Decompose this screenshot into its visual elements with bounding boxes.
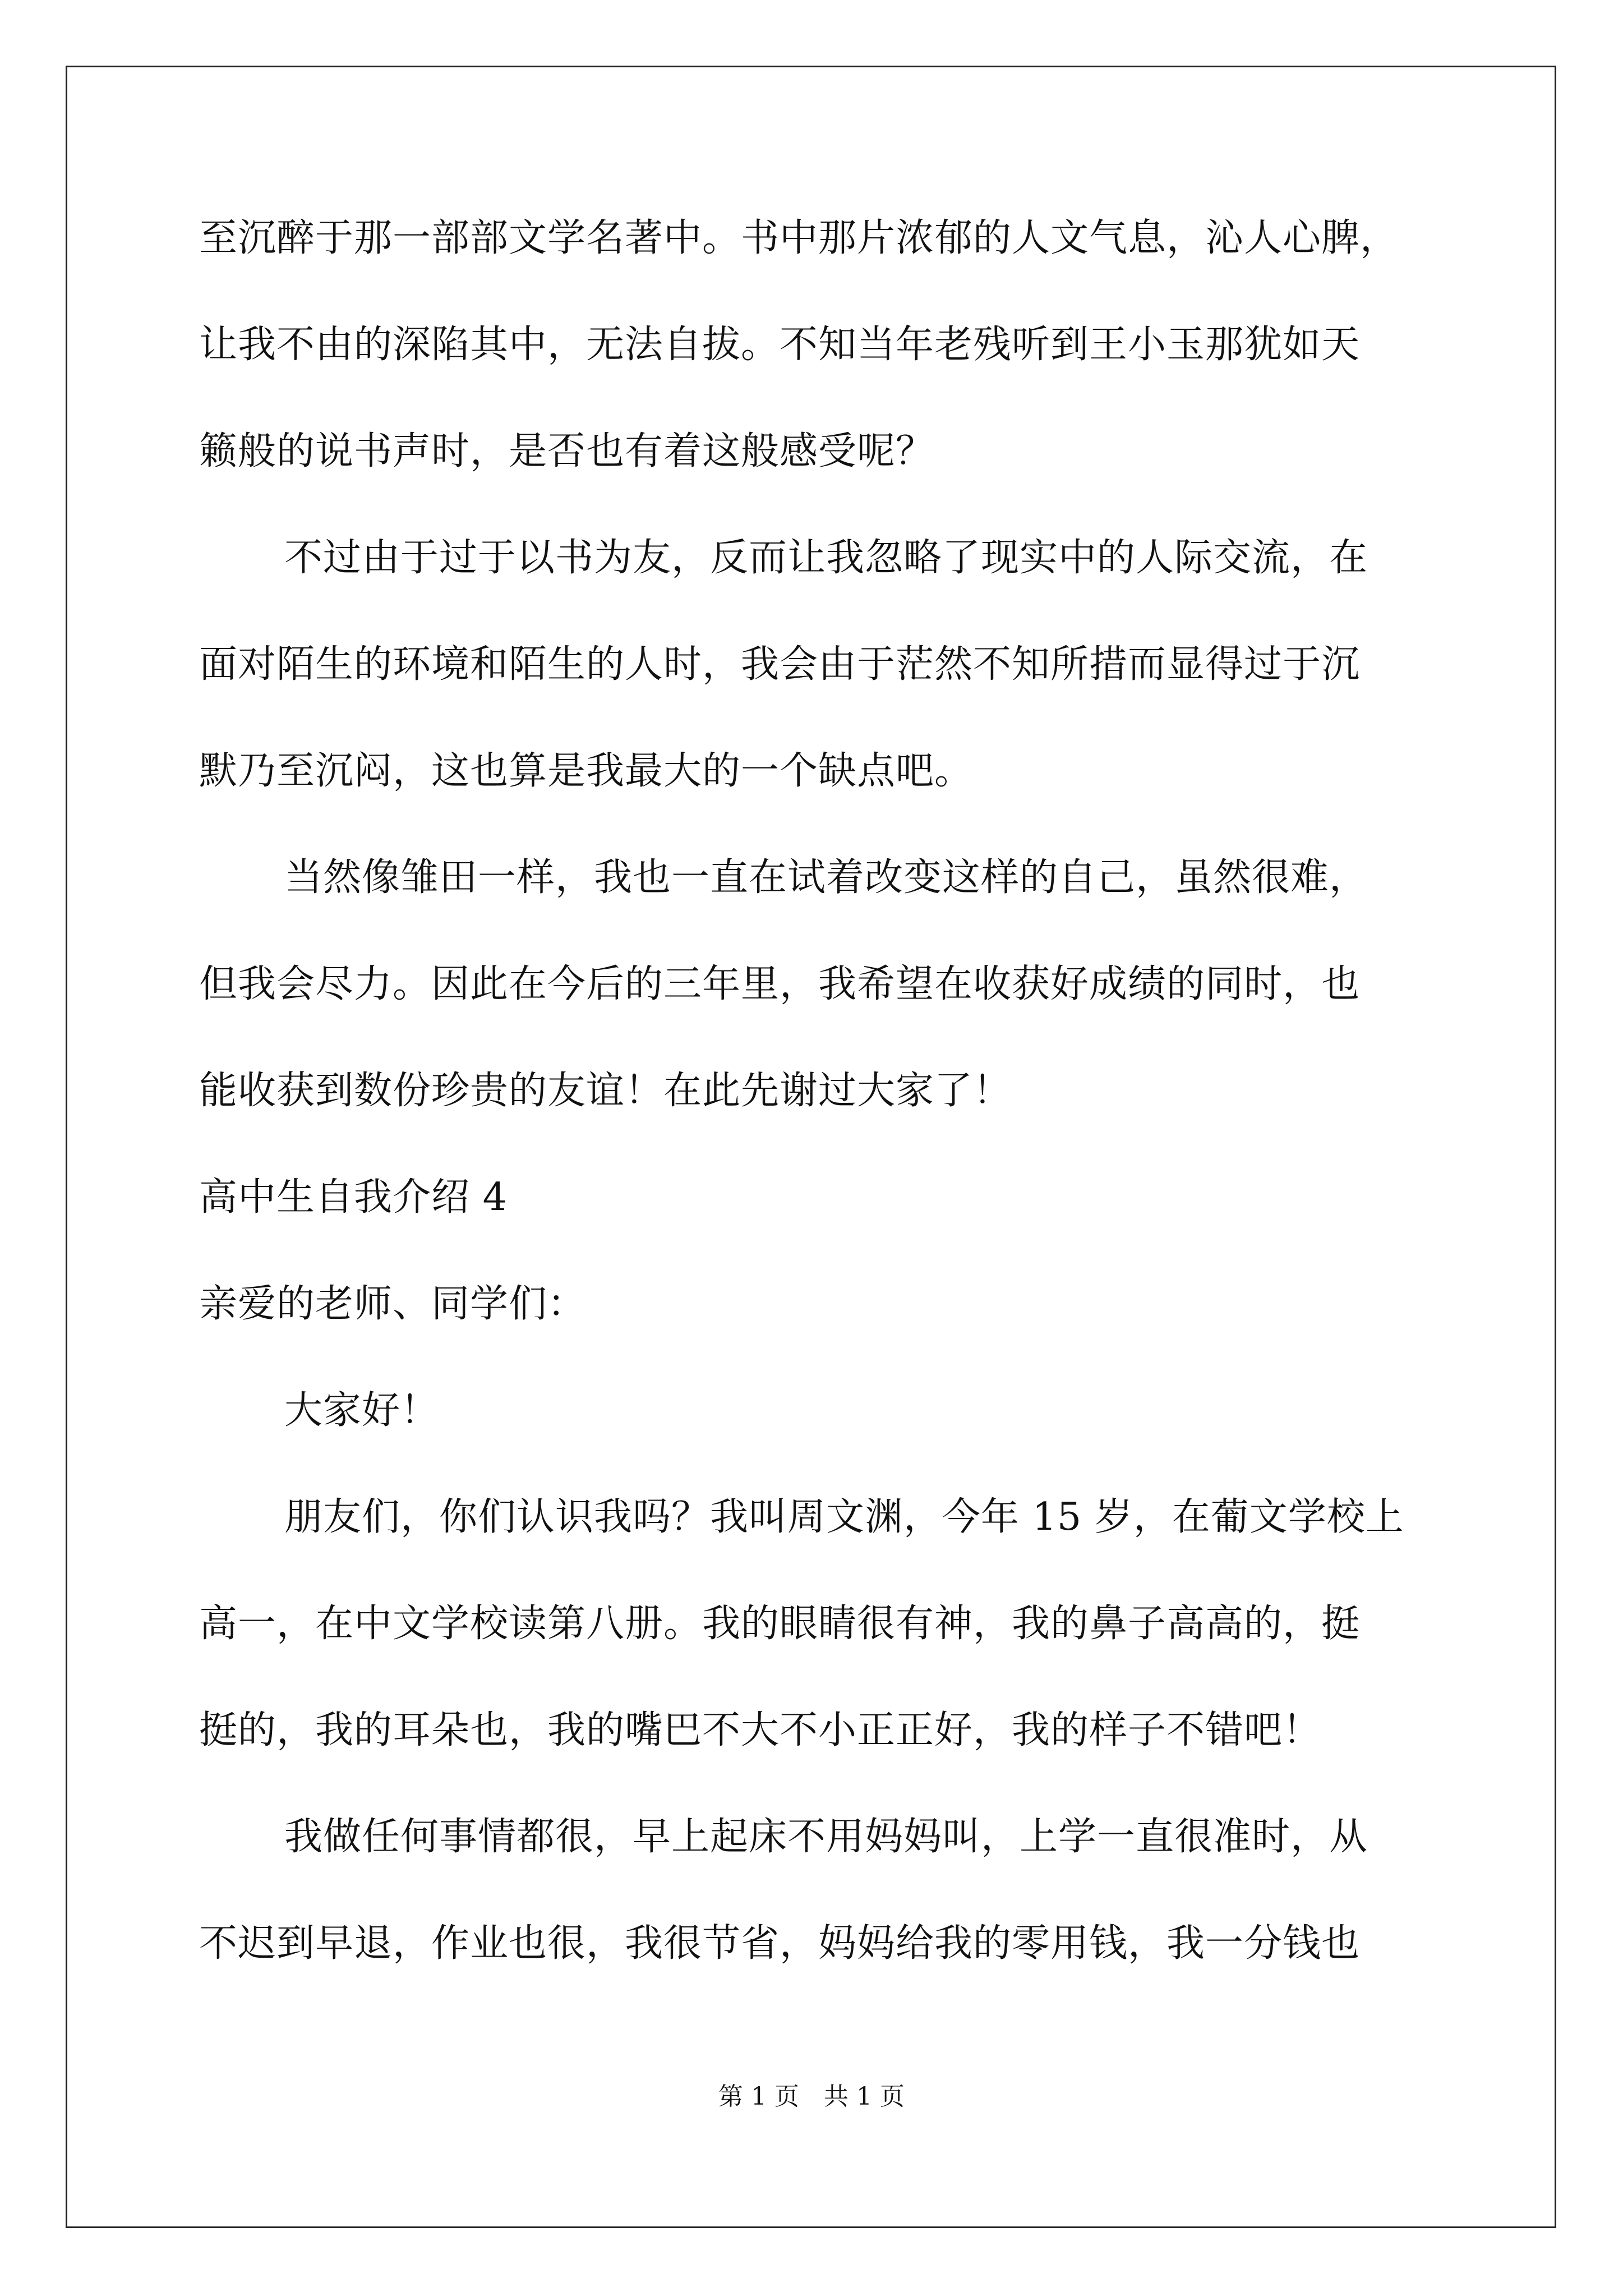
text-line: 不过由于过于以书为友，反而让我忽略了现实中的人际交流，在 xyxy=(284,536,1368,580)
salutation: 亲爱的老师、同学们： xyxy=(199,1282,587,1326)
text-line: 当然像雏田一样，我也一直在试着改变这样的自己，虽然很难， xyxy=(284,855,1368,900)
text-line: 籁般的说书声时，是否也有着这般感受呢？ xyxy=(199,429,935,473)
text-line: 高一，在中文学校读第八册。我的眼睛很有神，我的鼻子高高的，挺 xyxy=(199,1602,1361,1646)
text-line: 能收获到数份珍贵的友谊！在此先谢过大家了！ xyxy=(199,1069,1012,1113)
text-line: 挺的，我的耳朵也，我的嘴巴不大不小正正好，我的样子不错吧！ xyxy=(199,1708,1322,1752)
text-line: 面对陌生的环境和陌生的人时，我会由于茫然不知所措而显得过于沉 xyxy=(199,642,1361,687)
text-line: 让我不由的深陷其中，无法自拔。不知当年老残听到王小玉那犹如天 xyxy=(199,323,1361,367)
text-line: 朋友们，你们认识我吗？我叫周文渊，今年 15 岁，在葡文学校上 xyxy=(284,1495,1404,1539)
page-number-footer: 第 1 页 共 1 页 xyxy=(718,2082,905,2111)
text-line: 但我会尽力。因此在今后的三年里，我希望在收获好成绩的同时，也 xyxy=(199,962,1361,1006)
text-line: 至沉醉于那一部部文学名著中。书中那片浓郁的人文气息，沁人心脾， xyxy=(199,216,1399,260)
section-heading: 高中生自我介绍 4 xyxy=(199,1175,508,1220)
greeting: 大家好！ xyxy=(284,1388,440,1433)
text-line: 不迟到早退，作业也很，我很节省，妈妈给我的零用钱，我一分钱也 xyxy=(199,1921,1361,1966)
text-line: 默乃至沉闷，这也算是我最大的一个缺点吧。 xyxy=(199,749,974,793)
text-line: 我做任何事情都很，早上起床不用妈妈叫，上学一直很准时，从 xyxy=(284,1815,1368,1859)
document-body xyxy=(199,208,1433,2019)
